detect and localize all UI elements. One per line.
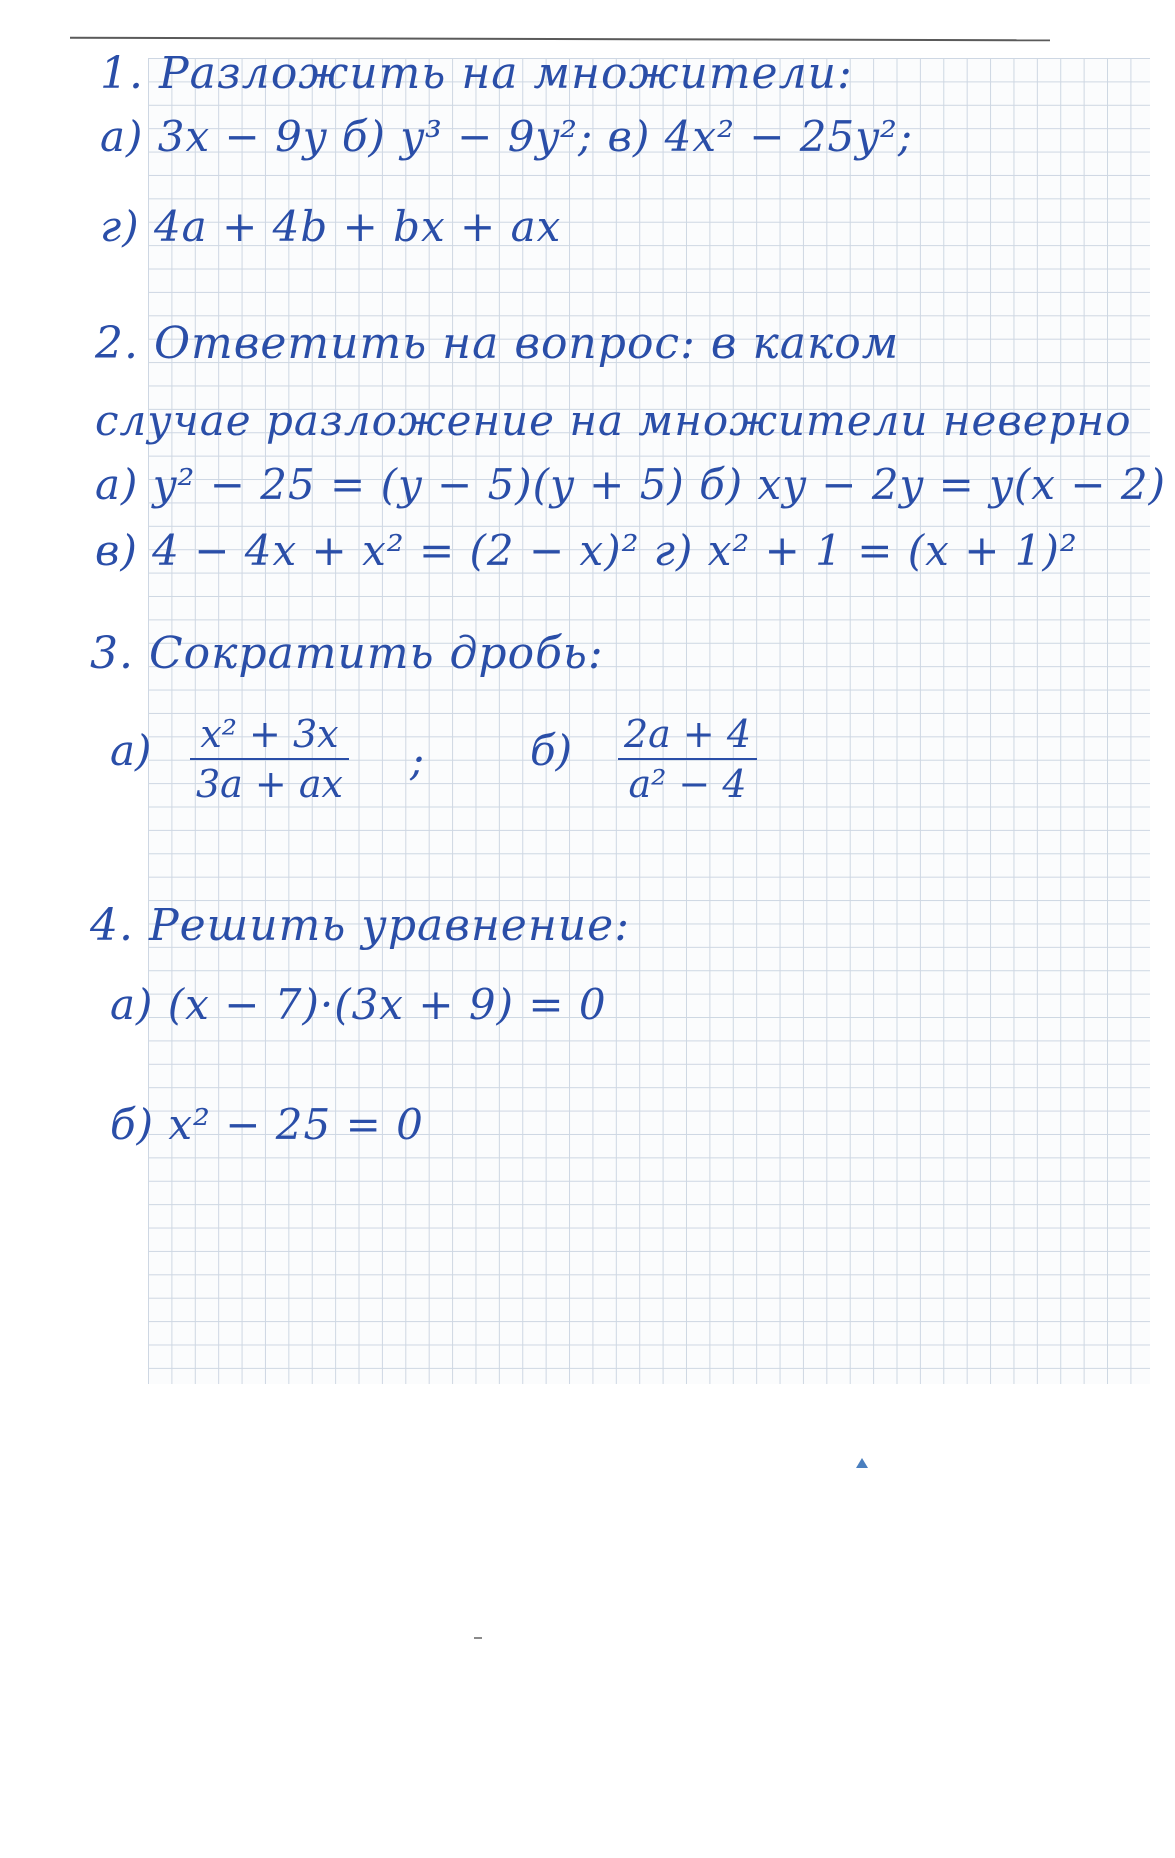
task-3-heading: 3. Сократить дробь: — [90, 628, 604, 679]
page-top-edge — [70, 37, 1050, 42]
task-2-line-1: а) y² − 25 = (y − 5)(y + 5) б) xy − 2y = y(x − 2) — [95, 460, 1166, 509]
fraction-a-bar — [190, 758, 349, 760]
task-1-line-2: г) 4a + 4b + bx + ax — [100, 202, 562, 251]
task-4-line-a: а) (x − 7)·(3x + 9) = 0 — [110, 980, 607, 1029]
task-4-heading: 4. Решить уравнение: — [90, 900, 631, 951]
fraction-a-numerator: x² + 3x — [200, 712, 339, 756]
task-3-fraction-b — [618, 712, 757, 806]
task-4-line-b: б) x² − 25 = 0 — [110, 1100, 424, 1149]
task-1-heading: 1. Разложить на множители: — [100, 48, 853, 99]
fraction-a-denominator: 3a + ax — [196, 762, 343, 806]
task-1-line-1: а) 3x − 9y б) y³ − 9y²; в) 4x² − 25y²; — [100, 112, 913, 161]
fraction-b-denominator: a² − 4 — [628, 762, 747, 806]
task-2-heading-continued: случае разложение на множители неверно — [95, 396, 1132, 445]
task-3-label-b: б) — [530, 726, 573, 775]
task-2-heading: 2. Ответить на вопрос: в каком — [95, 318, 900, 369]
task-2-line-2: в) 4 − 4x + x² = (2 − x)² г) x² + 1 = (x + 1)² — [95, 526, 1078, 575]
task-3-separator: ; — [410, 736, 425, 785]
fraction-b-bar — [618, 758, 757, 760]
task-3-label-a: а) — [110, 726, 152, 775]
scan-speck — [856, 1458, 868, 1468]
fraction-b-numerator: 2a + 4 — [624, 712, 752, 756]
scan-mark — [474, 1637, 482, 1639]
task-3-fraction-a — [190, 712, 349, 806]
